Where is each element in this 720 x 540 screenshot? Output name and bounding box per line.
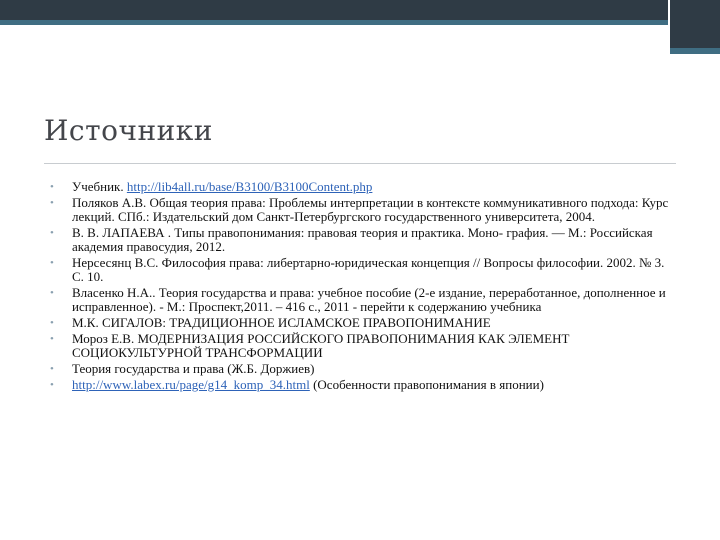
header-accent-stripe xyxy=(0,20,720,25)
source-text: (Особенности правопонимания в японии) xyxy=(309,377,544,392)
bullet-icon: • xyxy=(50,333,54,345)
bullet-icon: • xyxy=(50,363,54,375)
bullet-icon: • xyxy=(50,287,54,299)
sources-list xyxy=(50,180,670,394)
source-link[interactable]: http://lib4all.ru/base/B3100/B3100Content.php xyxy=(126,179,373,194)
corner-panel xyxy=(668,0,720,48)
list-item xyxy=(50,256,670,284)
list-item xyxy=(50,226,670,254)
bullet-icon: • xyxy=(50,227,54,239)
source-text: Мороз Е.В. МОДЕРНИЗАЦИЯ РОССИЙСКОГО ПРАВОПОНИМАНИЯ КАК ЭЛЕМЕНТ СОЦИОКУЛЬТУРНОЙ ТРАНСФОРМАЦИИ xyxy=(72,331,570,360)
source-text: Учебник. xyxy=(72,179,127,194)
list-item xyxy=(50,362,670,376)
title-divider xyxy=(44,163,676,164)
source-text: Нерсесянц В.С. Философия права: либертарно-юридическая концепция // Вопросы философии. 2002. № 3. С. 10. xyxy=(72,255,665,284)
source-text: Теория государства и права (Ж.Б. Доржиев) xyxy=(72,361,315,376)
source-text: В. В. ЛАПАЕВА . Типы правопонимания: правовая теория и практика. Моно- графия. — М.: Российская академия правосудия, 2012. xyxy=(72,225,653,254)
list-item xyxy=(50,196,670,224)
header-bar xyxy=(0,0,720,20)
bullet-icon: • xyxy=(50,317,54,329)
source-text: Власенко Н.А.. Теория государства и права: учебное пособие (2-е издание, переработанное, дополненное и исправленное). - М.: Проспект,2011. – 416 с., 2011 - перейти к содержанию учебника xyxy=(72,285,666,314)
list-item xyxy=(50,378,670,392)
source-text: М.К. СИГАЛОВ: ТРАДИЦИОННОЕ ИСЛАМСКОЕ ПРАВОПОНИМАНИЕ xyxy=(72,315,491,330)
source-text: Поляков А.В. Общая теория права: Проблемы интерпретации в контексте коммуникативного подхода: Курс лекций. СПб.: Издательский дом Санкт-Петербургского государственного университета, 2004. xyxy=(72,195,669,224)
bullet-icon: • xyxy=(50,379,54,391)
list-item xyxy=(50,316,670,330)
corner-panel-accent xyxy=(668,48,720,54)
bullet-icon: • xyxy=(50,181,54,193)
bullet-icon: • xyxy=(50,197,54,209)
list-item xyxy=(50,180,670,194)
bullet-icon: • xyxy=(50,257,54,269)
list-item xyxy=(50,332,670,360)
page-title: Источники xyxy=(44,114,213,147)
list-item xyxy=(50,286,670,314)
source-link[interactable]: http://www.labex.ru/page/g14_komp_34.html xyxy=(72,377,310,392)
